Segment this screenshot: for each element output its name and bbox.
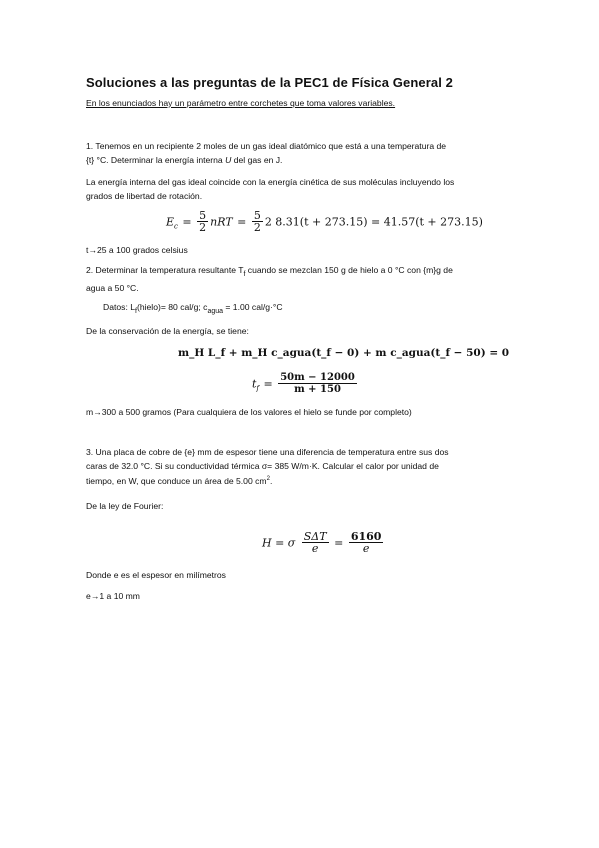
q1-explain-line1: La energía interna del gas ideal coincide con la energía cinética de sus moléculas incluyendo los	[86, 177, 455, 187]
q3-q-sup: 2	[266, 476, 270, 482]
q1-eq-frac2-den: 2	[253, 221, 261, 234]
q2-eq2-lhs: t	[252, 377, 257, 391]
q2-datos	[103, 302, 283, 317]
q2-datos-sub: f	[135, 308, 137, 315]
q2-q-sub: f	[243, 271, 246, 278]
q1-eq-nrt: nRT	[210, 215, 233, 229]
q1-question	[86, 140, 446, 167]
q1-q-text-b: del gas en J.	[231, 154, 283, 165]
q3-eq-equals: =	[330, 536, 347, 550]
q3-eq-frac1-den: e	[311, 542, 319, 555]
q1-question-line1: 1. Tenemos en un recipiente 2 moles de un gas ideal diatómico que está a una temperatura de	[86, 141, 447, 151]
q2-explanation: De la conservación de la energía, se tiene:	[86, 326, 249, 336]
q1-equation	[166, 210, 483, 233]
q1-eq-fraction1	[197, 210, 208, 233]
q2-datos-a: Datos: L	[103, 302, 136, 312]
page-subtitle: En los enunciados hay un parámetro entre corchetes que toma valores variables.	[86, 98, 396, 108]
q2-question	[86, 264, 453, 295]
q2-question-line1	[86, 264, 453, 282]
q1-eq-frac1-num: 5	[199, 209, 207, 222]
q3-equation	[262, 531, 385, 554]
q3-eq-lhs: H = σ	[262, 536, 296, 550]
q2-equation1: m_H L_f + m_H c_agua(t_f − 0) + m c_agua(t_f − 50) = 0	[178, 347, 510, 359]
q1-eq-lhs-sub: c	[174, 222, 178, 231]
q3-range: e→1 a 10 mm	[86, 591, 140, 601]
q1-q-symbol-u: U	[225, 154, 232, 165]
q1-eq-fraction2	[252, 210, 263, 233]
q3-question-line3	[86, 473, 449, 489]
q3-eq-fraction1	[302, 531, 329, 554]
q3-question-line2: caras de 32.0 °C. Si su conductividad térmica σ= 385 W/m·K. Calcular el calor por unidad de	[86, 460, 439, 471]
q2-datos-c: = 1.00 cal/g·°C	[223, 302, 283, 312]
q1-explain-line2: grados de libertad de rotación.	[86, 190, 203, 201]
q1-range: t→25 a 100 grados celsius	[86, 245, 188, 255]
q2-eq2-fraction	[278, 372, 357, 395]
q1-question-line2	[86, 154, 446, 168]
q3-question	[86, 446, 449, 489]
q3-eq-frac2-den: e	[362, 542, 370, 555]
q2-datos-b: (hielo)= 80 cal/g; c	[136, 302, 208, 312]
q3-note: Donde e es el espesor en milímetros	[86, 570, 226, 580]
q1-eq-equals1: =	[182, 215, 196, 229]
q1-q-text-a: {t} °C. Determinar la energía interna	[86, 154, 226, 165]
q2-range: m→300 a 500 gramos (Para cualquiera de los valores el hielo se funde por completo)	[86, 407, 412, 417]
q1-eq-equals2: =	[237, 215, 250, 229]
q3-eq-fraction2	[349, 531, 384, 554]
q3-eq-frac1-num: SΔT	[303, 530, 327, 543]
q2-eq2-lhs-sub: f	[256, 384, 260, 393]
q2-eq2-den: m + 150	[294, 384, 341, 395]
q1-eq-lhs: E	[166, 215, 175, 229]
q1-eq-frac2-num: 5	[253, 209, 261, 222]
q1-eq-rhs: 2 8.31(t + 273.15) = 41.57(t + 273.15)	[264, 215, 483, 229]
q2-q-text-a: 2. Determinar la temperatura resultante T	[86, 265, 244, 275]
q3-q-text-a: tiempo, en W, que conduce un área de 5.00 cm	[86, 476, 267, 486]
page-title: Soluciones a las preguntas de la PEC1 de Física General 2	[86, 75, 453, 90]
q3-eq-frac2-num: 6160	[350, 530, 382, 543]
q2-equation2: $t_f$ = $\frac{50m - 12000}{m + 150}$	[252, 372, 355, 395]
q1-eq-frac1-den: 2	[199, 221, 207, 234]
q2-datos-sub2: agua	[207, 308, 224, 315]
q2-q-text-b: cuando se mezclan 150 g de hielo a 0 °C con {m}g de	[245, 265, 453, 275]
q3-explanation: De la ley de Fourier:	[86, 501, 164, 511]
q3-question-line1: 3. Una placa de cobre de {e} mm de espesor tiene una diferencia de temperatura entre sus dos	[86, 447, 449, 457]
q3-q-text-b: .	[269, 476, 273, 486]
q2-question-line2: agua a 50 °C.	[86, 282, 139, 293]
q2-eq2-num: 50m − 12000	[280, 372, 355, 383]
q1-explanation	[86, 176, 454, 203]
